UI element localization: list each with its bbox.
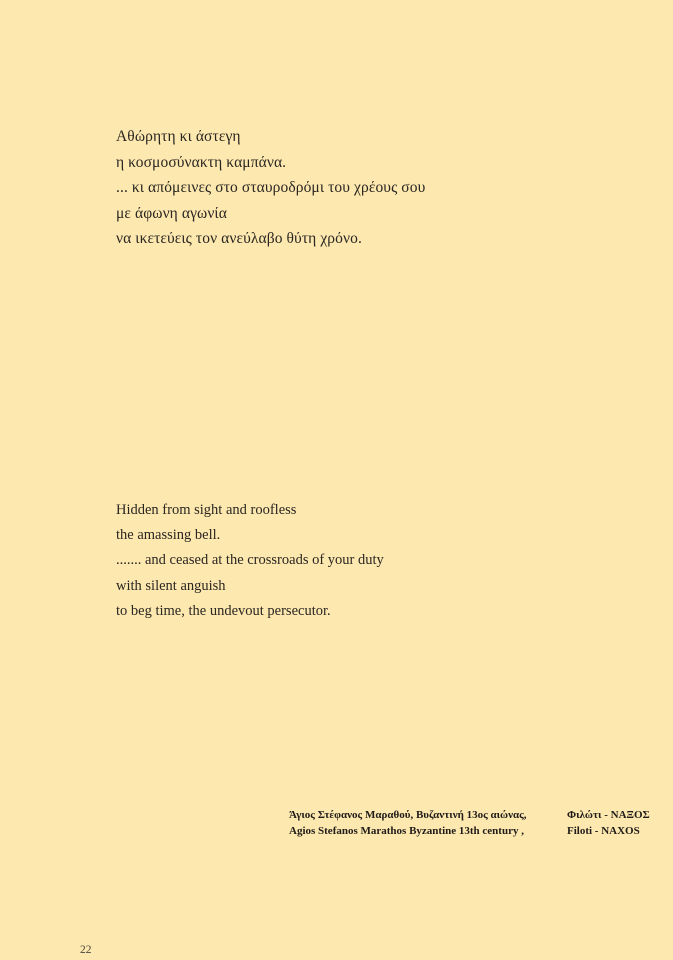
caption-english-location: Agios Stefanos Marathos Byzantine 13th century , — [289, 825, 524, 837]
greek-poem — [116, 124, 425, 252]
greek-poem-line: να ικετεύεις τον ανεύλαβο θύτη χρόνο. — [116, 230, 362, 247]
english-poem-line: ....... and ceased at the crossroads of your duty — [116, 552, 384, 569]
photo-caption — [289, 807, 649, 839]
greek-poem-line: η κοσμοσύνακτη καμπάνα. — [116, 153, 287, 171]
caption-english-place: Filoti - NAXOS — [567, 825, 640, 837]
english-poem-line: the amassing bell. — [116, 527, 221, 544]
english-poem — [116, 498, 384, 624]
english-poem-line: to beg time, the undevout persecutor. — [116, 602, 331, 619]
caption-greek-row — [289, 807, 649, 823]
greek-poem-line: Αθώρητη κι άστεγη — [116, 128, 241, 145]
english-poem-line: with silent anguish — [116, 577, 226, 594]
caption-greek-place: Φιλώτι - ΝΑΞΟΣ — [567, 809, 650, 821]
page-number: 22 — [80, 944, 92, 956]
greek-poem-line: ... κι απόμεινες στο σταυροδρόμι του χρέους σου — [116, 179, 426, 196]
caption-greek-location: Άγιος Στέφανος Μαραθού, Βυζαντινή 13ος αιώνας, — [289, 809, 527, 821]
caption-english-row — [289, 823, 649, 839]
english-poem-line: Hidden from sight and roofless — [116, 502, 297, 518]
greek-poem-line: με άφωνη αγωνία — [116, 204, 227, 222]
